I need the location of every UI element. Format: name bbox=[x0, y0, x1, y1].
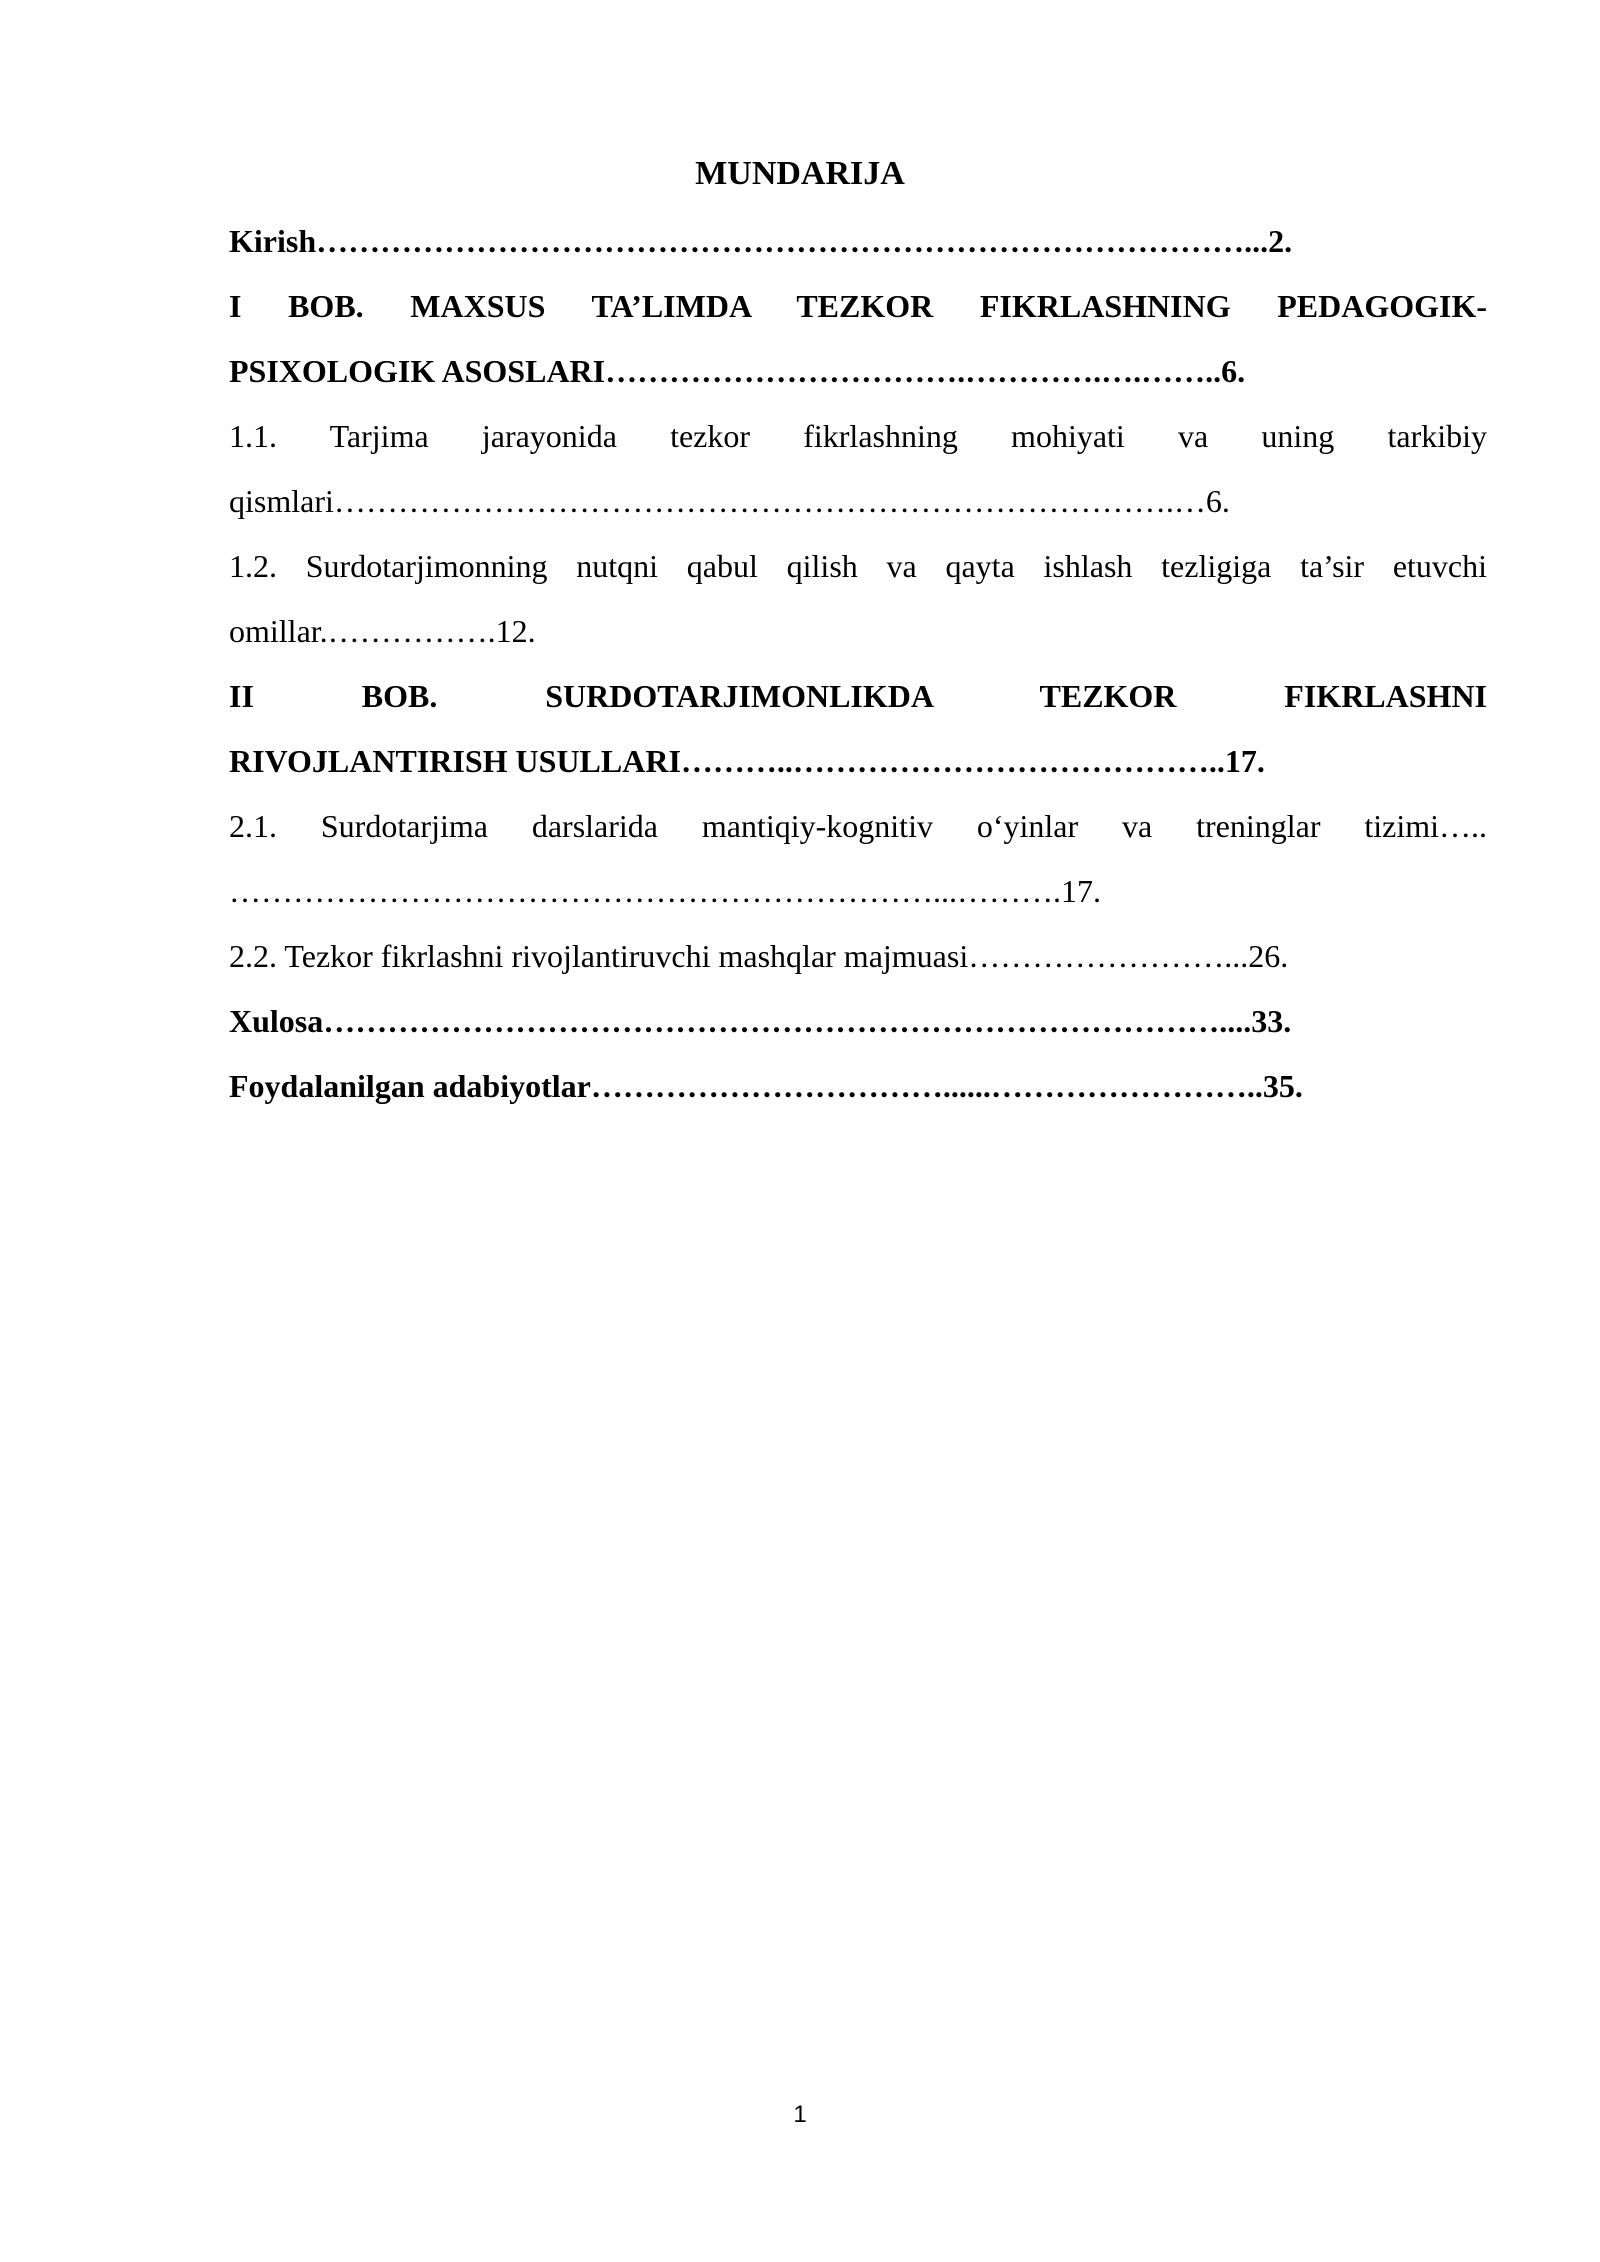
page-title: MUNDARIJA bbox=[695, 155, 905, 192]
toc-chapter-1-title-line-1: I BOB. MAXSUS TA’LIMDA TEZKOR FIKRLASHNING PEDAGOGIK- bbox=[229, 288, 1487, 324]
toc-chapter-1-title-line-2: PSIXOLOGIK ASOSLARI…………………………….………….….……..6. bbox=[229, 353, 1246, 389]
toc-section-2-2: 2.2. Tezkor fikrlashni rivojlantiruvchi mashqlar majmuasi……………………...26. bbox=[229, 938, 1289, 974]
page-number: 1 bbox=[793, 2101, 807, 2128]
toc-chapter-2-title-line-1: II BOB. SURDOTARJIMONLIKDA TEZKOR FIKRLASHNI bbox=[229, 678, 1487, 714]
toc-entry-xulosa: Xulosa…………………………………………………………………………....33. bbox=[229, 1003, 1292, 1039]
table-of-contents bbox=[229, 209, 1487, 1119]
toc-entry-adabiyotlar: Foydalanilgan adabiyotlar……………………………......……………………..35. bbox=[229, 1068, 1303, 1104]
toc-entry-kirish: Kirish……………………………………………………………………………...2. bbox=[229, 223, 1293, 259]
toc-section-1-2-line-1: 1.2. Surdotarjimonning nutqni qabul qilish va qayta ishlash tezligiga ta’sir etuvchi bbox=[229, 548, 1487, 584]
toc-section-1-1-line-1: 1.1. Tarjima jarayonida tezkor fikrlashning mohiyati va uning tarkibiy bbox=[229, 418, 1487, 454]
toc-section-2-1-line-1: 2.1. Surdotarjima darslarida mantiqiy-kognitiv o‘yinlar va treninglar tizimi….. bbox=[229, 808, 1487, 844]
toc-section-2-1-line-2: …………………………………………………………...……….17. bbox=[229, 873, 1101, 909]
toc-chapter-2-title-line-2: RIVOJLANTIRISH USULLARI………..…………………………………..17. bbox=[229, 743, 1265, 779]
toc-section-1-1-line-2: qismlari…………………………………………………………………….…6. bbox=[229, 483, 1230, 519]
toc-section-1-2-line-2: omillar.…………….12. bbox=[229, 613, 536, 649]
